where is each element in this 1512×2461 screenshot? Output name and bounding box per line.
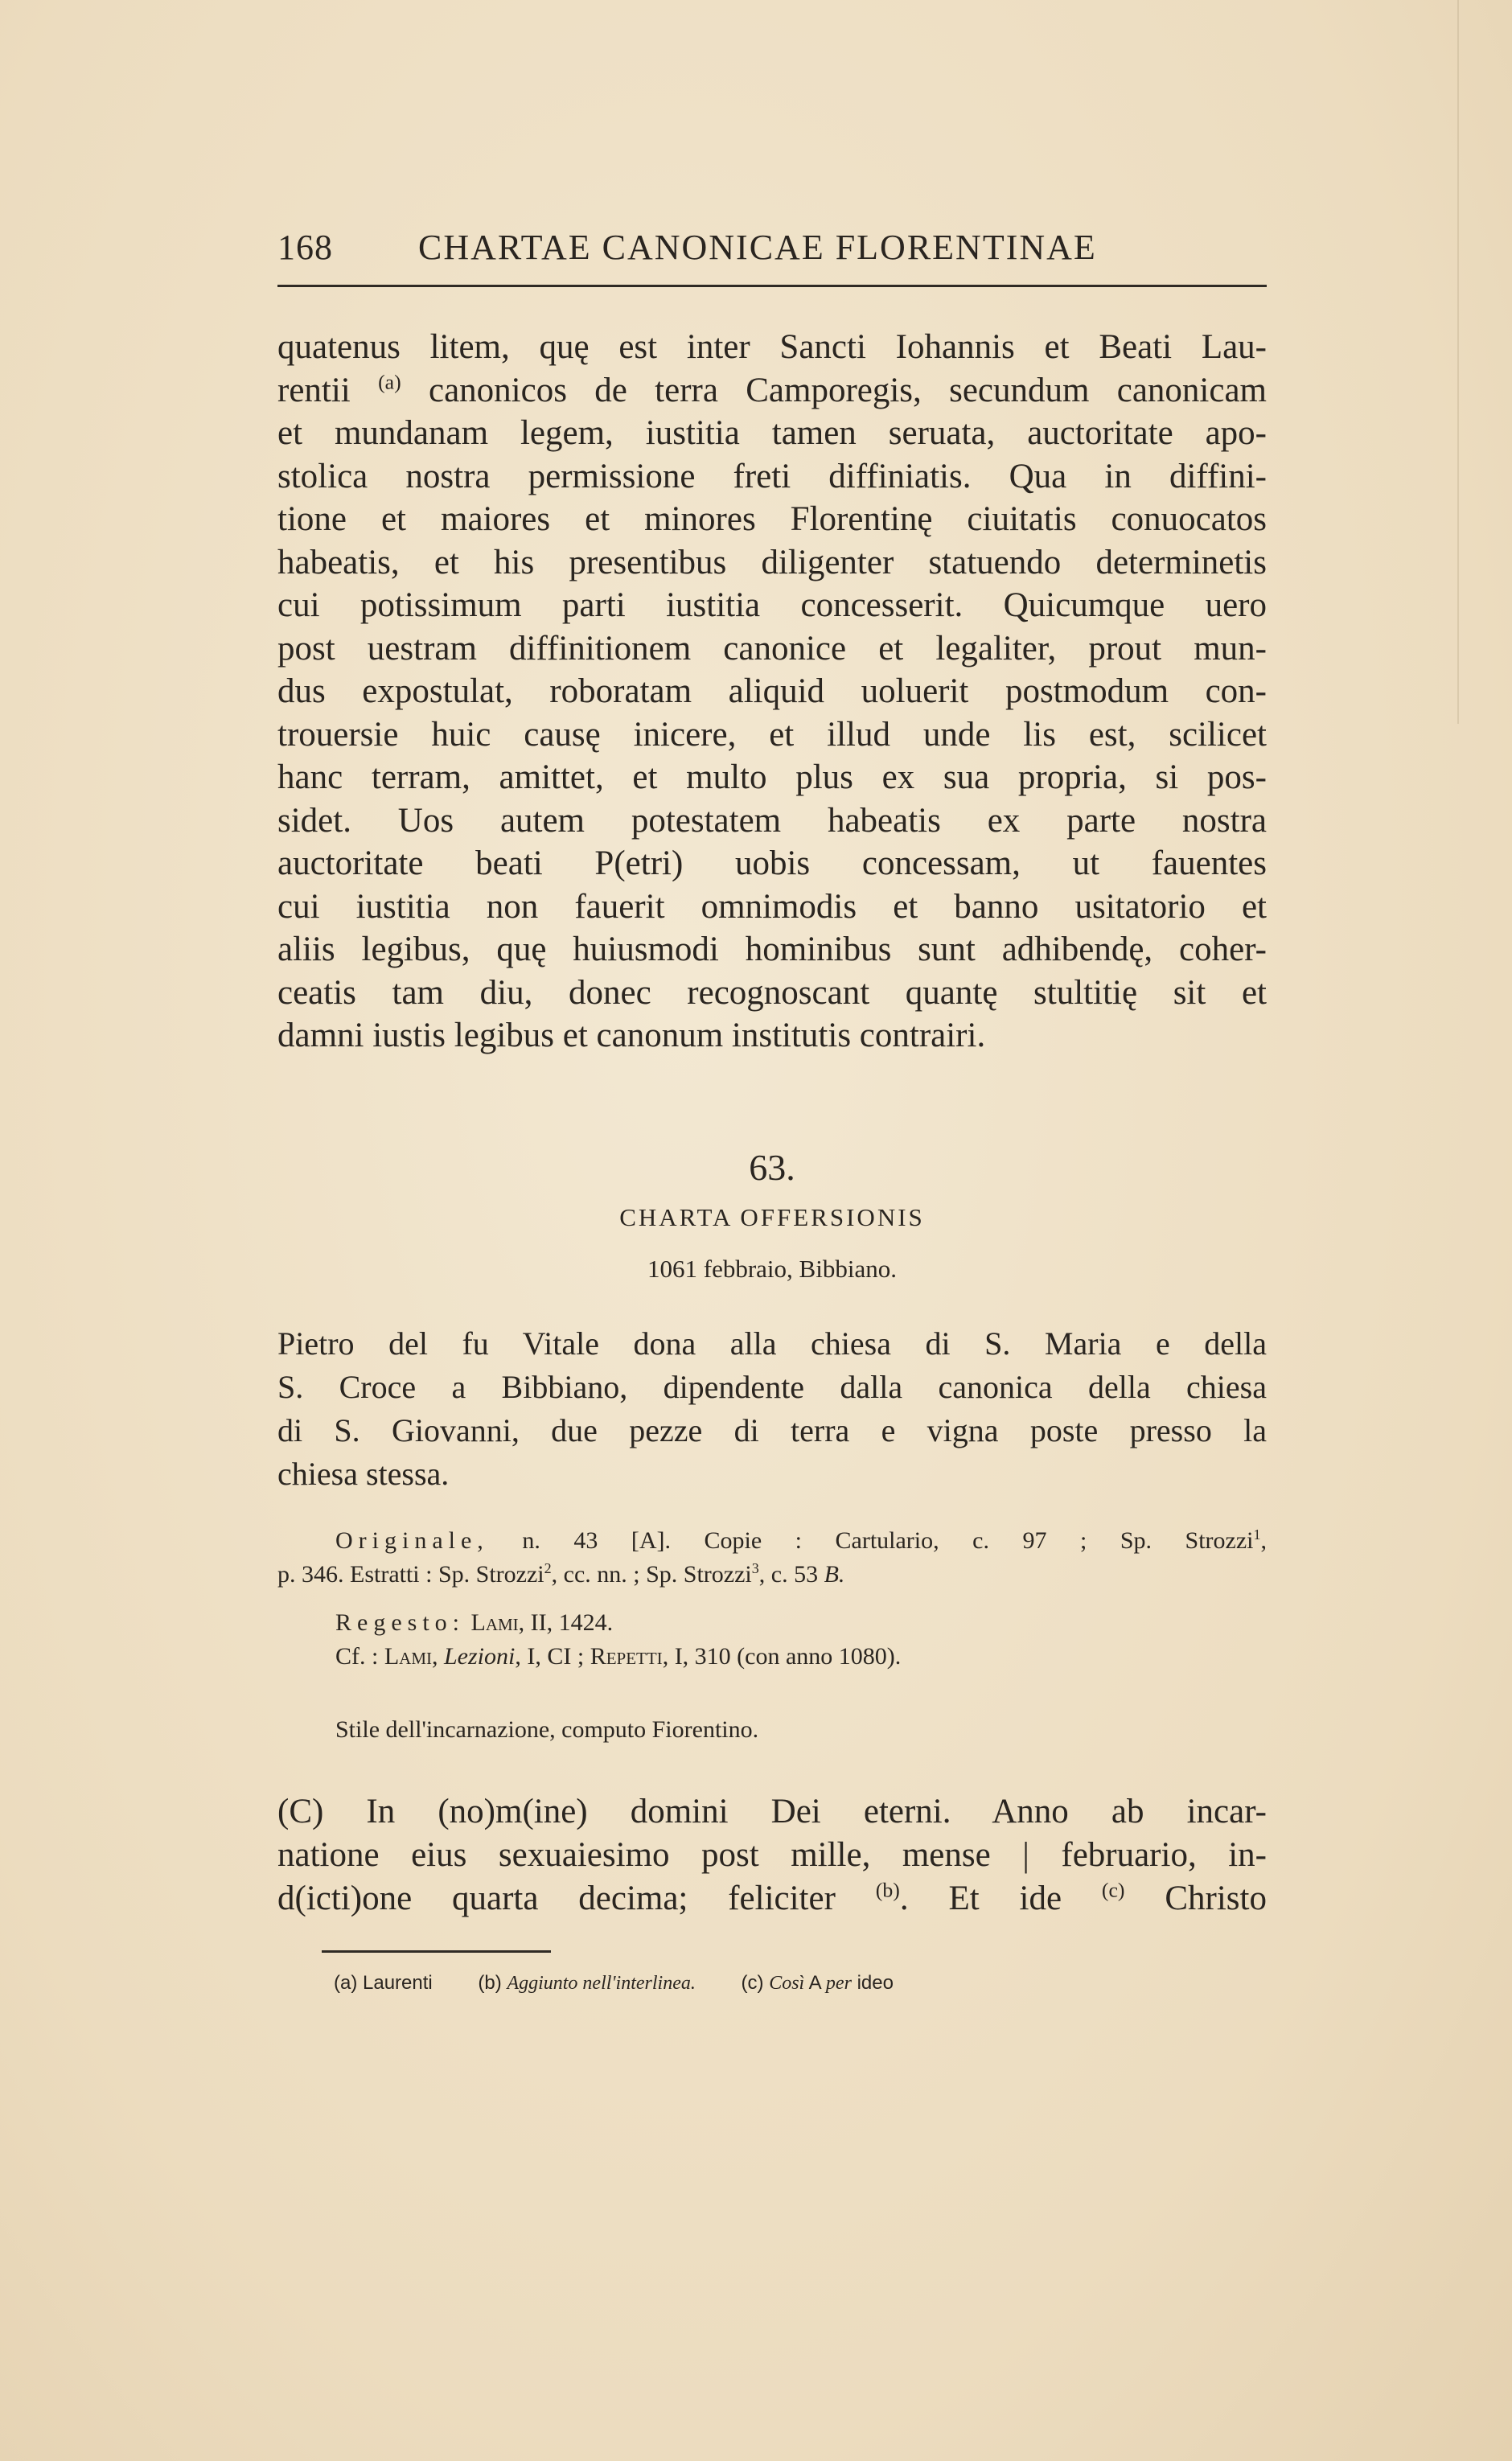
charter-text-part: . Et ide: [899, 1880, 1062, 1917]
regest-line: Pietro del fu Vitale dona alla chiesa di S. Maria e della: [277, 1325, 1267, 1362]
body-line: hanc terram, amittet, et multo plus ex sua propria, si pos-: [277, 758, 1267, 796]
header-rule: [277, 285, 1267, 287]
footnote-label: (b): [478, 1972, 502, 1994]
cf-text: , I, CI ;: [515, 1643, 585, 1670]
estratti-text: , c. 53: [758, 1561, 819, 1588]
body-line: stolica nostra permissione freti diffiniatis. Qua in diffini-: [277, 457, 1267, 495]
charter-line: [277, 1877, 1267, 1921]
regest-line: di S. Giovanni, due pezze di terra e vigna poste presso la: [277, 1412, 1267, 1448]
body-line: trouersie huic causę inicere, et illud unde lis est, scilicet: [277, 715, 1267, 754]
body-line: auctoritate beati P(etri) uobis concessam, ut fauentes: [277, 844, 1267, 882]
estratti-sup: 3: [751, 1560, 759, 1576]
originale-label: Originale,: [335, 1527, 489, 1554]
footnote-text: Laurenti: [363, 1972, 433, 1994]
cf-author: Lami: [384, 1643, 432, 1670]
estratti-sup: 2: [544, 1560, 552, 1576]
footnote-marker-a: (a): [378, 370, 401, 394]
running-header: [277, 227, 1267, 283]
footnote-text: Così: [769, 1973, 805, 1994]
stile-note: Stile dell'incarnazione, computo Fiorentino.: [335, 1716, 759, 1743]
estratti-text: , cc. nn. ; Sp. Strozzi: [551, 1561, 752, 1588]
footnote-text: A: [808, 1972, 821, 1994]
footnote-label: (c): [741, 1972, 764, 1994]
footnote-text: Aggiunto nell'interlinea.: [507, 1973, 696, 1994]
page-edge-shadow: [1457, 0, 1464, 724]
footnote-text: ideo: [857, 1972, 894, 1994]
regest-line: S. Croce a Bibbiano, dipendente dalla canonica della chiesa: [277, 1369, 1267, 1405]
body-line: tione et maiores et minores Florentinę ciuitatis conuocatos: [277, 500, 1267, 538]
footnotes: [334, 1972, 934, 1995]
body-line: post uestram diffinitionem canonice et legaliter, prout mun-: [277, 629, 1267, 668]
originale-text: n. 43 [A]. Copie : Cartulario, c. 97 ; Sp. Strozzi: [522, 1527, 1254, 1554]
footnote-label: (a): [334, 1972, 358, 1994]
charter-text: [277, 1790, 1267, 1921]
regest-summary: [277, 1322, 1267, 1496]
body-line: quatenus litem, quę est inter Sancti Iohannis et Beati Lau-: [277, 328, 1267, 366]
running-title: CHARTAE CANONICAE FLORENTINAE: [418, 228, 1097, 267]
footnote-marker-b: (b): [875, 1878, 900, 1902]
critical-apparatus: [277, 1524, 1267, 1674]
regesto-text: , II, 1424.: [518, 1609, 614, 1636]
originale-sup: 1: [1253, 1526, 1261, 1543]
originale-line: Originale, n. 43 [A]. Copie : Cartulario, c. 97 ; Sp. Strozzi$^1$,: [335, 1526, 1268, 1554]
document-date: 1061 febbraio, Bibbiano.: [647, 1255, 897, 1283]
estratti-italic: B.: [824, 1561, 845, 1588]
regesto-label: Regesto:: [335, 1609, 465, 1636]
regesto-author: Lami: [470, 1609, 519, 1636]
page-number: 168: [277, 228, 333, 267]
footnote-b: [478, 1972, 695, 1995]
body-line: cui iustitia non fauerit omnimodis et banno usitatorio et: [277, 887, 1267, 926]
regesto-line: [277, 1606, 1267, 1640]
estratti-text: p. 346. Estratti : Sp. Strozzi: [277, 1561, 544, 1588]
cf-line: Cf. : Lami, Lezioni, I, CI ; Repetti, I, 310 (con anno 1080).: [335, 1643, 902, 1670]
body-line: cui potissimum parti iustitia concesserit. Quicumque uero: [277, 586, 1267, 624]
body-text-part: rentii: [277, 371, 379, 409]
cf-text: , I, 310 (con anno 1080).: [662, 1643, 902, 1670]
cf-author: Repetti: [590, 1643, 663, 1670]
charter-line: natione eius sexuaiesimo post mille, mense | februario, in-: [277, 1836, 1267, 1874]
charter-text-part: d(icti)one quarta decima; feliciter: [277, 1880, 836, 1917]
document-title: CHARTA OFFERSIONIS: [619, 1203, 925, 1231]
body-line: habeatis, et his presentibus diligenter statuendo determinetis: [277, 543, 1267, 581]
footnote-rule: [322, 1950, 551, 1953]
body-text: [277, 326, 1267, 1058]
cf-italic: Lezioni: [444, 1643, 516, 1670]
apparatus-gap: [277, 1592, 1267, 1606]
body-text-part: canonicos de terra Camporegis, secundum canonicam: [401, 371, 1267, 409]
body-line: ceatis tam diu, donec recognoscant quantę stultitię sit et: [277, 973, 1267, 1012]
body-line: dus expostulat, roboratam aliquid uoluerit postmodum con-: [277, 672, 1267, 710]
body-line: [277, 369, 1267, 413]
regest-line: chiesa stessa.: [277, 1456, 450, 1492]
body-line: sidet. Uos autem potestatem habeatis ex parte nostra: [277, 801, 1267, 840]
body-line: damni iustis legibus et canonum institutis contrairi.: [277, 1017, 986, 1054]
footnote-text: per: [825, 1973, 852, 1994]
footnote-c: [742, 1972, 894, 1995]
charter-line: (C) In (no)m(ine) domini Dei eterni. Anno ab incar-: [277, 1793, 1267, 1830]
footnote-a: [334, 1972, 433, 1995]
body-line: aliis legibus, quę huiusmodi hominibus sunt adhibendę, coher-: [277, 931, 1267, 968]
document-number: 63.: [749, 1147, 795, 1188]
estratti-line: [277, 1558, 1267, 1592]
body-line: et mundanam legem, iustitia tamen seruata, auctoritate apo-: [277, 414, 1267, 452]
charter-text-part: Christo: [1165, 1880, 1267, 1917]
footnote-marker-c: (c): [1101, 1878, 1125, 1902]
cf-prefix: Cf. :: [335, 1643, 379, 1670]
